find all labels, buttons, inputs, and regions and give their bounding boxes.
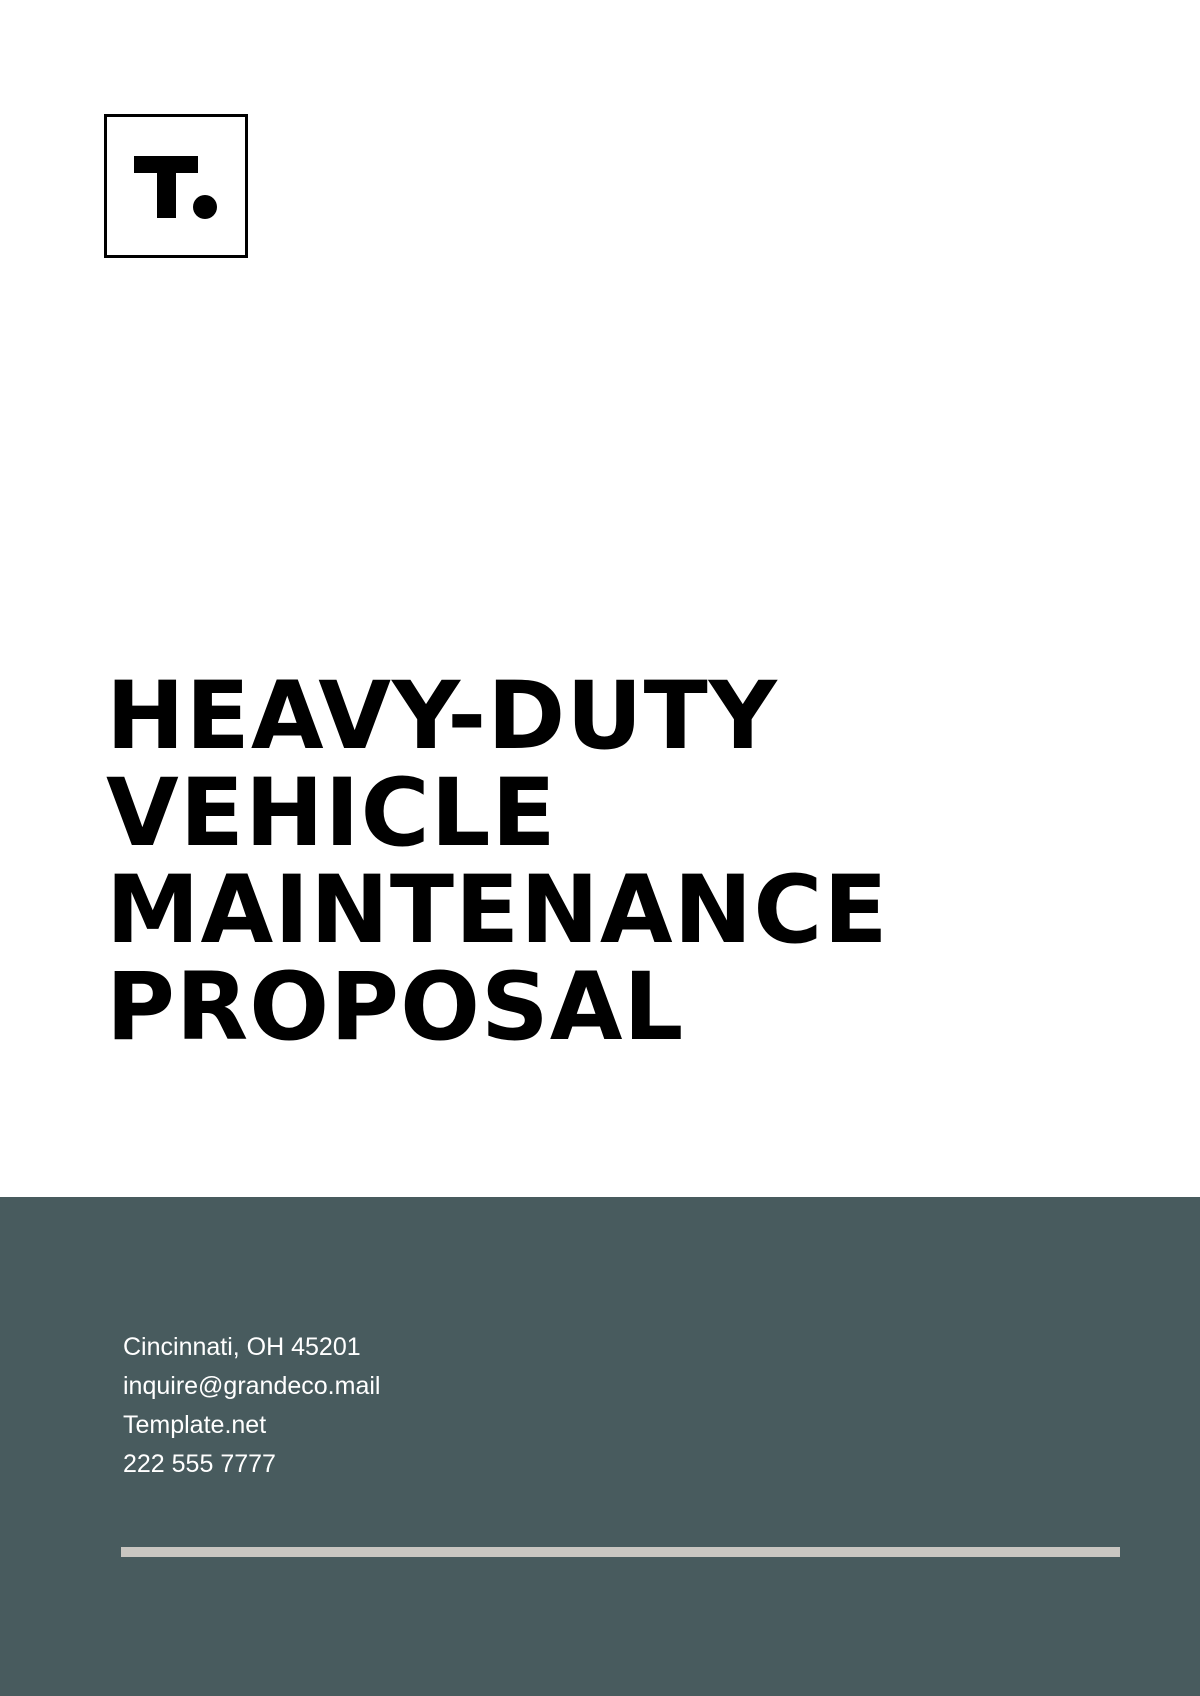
title-line-4: PROPOSAL: [106, 953, 685, 1062]
contact-footer: [0, 1197, 1200, 1696]
title-line-1: HEAVY-DUTY: [106, 662, 778, 771]
contact-email: inquire@grandeco.mail: [123, 1372, 381, 1400]
contact-address: Cincinnati, OH 45201: [123, 1333, 361, 1361]
title-line-3: MAINTENANCE: [106, 856, 889, 965]
proposal-title: [106, 662, 1106, 1062]
title-line-2: VEHICLE: [106, 759, 557, 868]
footer-divider: [121, 1547, 1120, 1557]
template-net-logo-icon: [104, 114, 248, 258]
logo-glyph: [107, 117, 245, 255]
contact-website: Template.net: [123, 1411, 267, 1439]
contact-details: [123, 1328, 380, 1484]
contact-phone: 222 555 7777: [123, 1450, 276, 1478]
